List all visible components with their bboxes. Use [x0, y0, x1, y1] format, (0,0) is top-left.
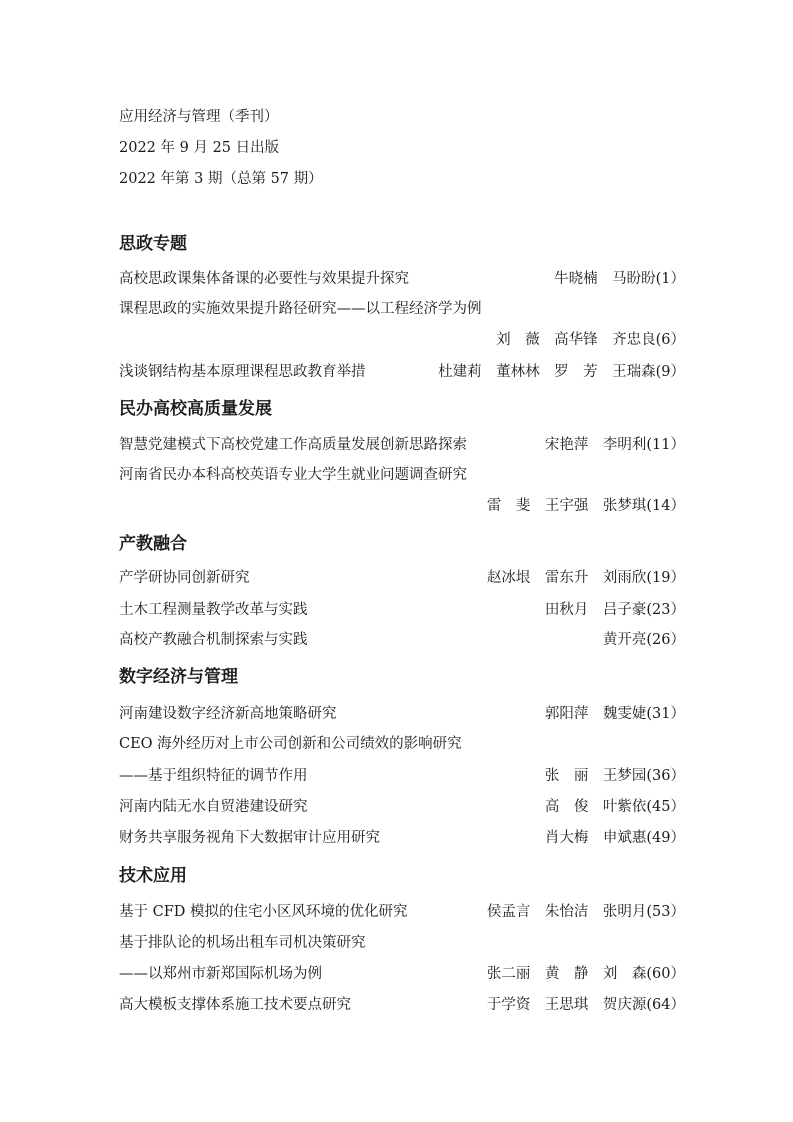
article-authors: 杜建莉 董林林 罗 芳 王瑞森(9） — [438, 364, 685, 380]
toc-entry[interactable] — [119, 329, 685, 351]
toc-entry[interactable] — [119, 827, 685, 849]
article-title: 基于 CFD 模拟的住宅小区风环境的优化研究 — [119, 904, 408, 920]
toc-entry[interactable] — [119, 599, 685, 621]
section-title: 产教融合 — [119, 534, 187, 554]
article-title: 河南内陆无水自贸港建设研究 — [119, 799, 308, 815]
article-authors: 宋艳萍 李明利(11） — [544, 437, 685, 453]
toc-entry[interactable] — [119, 629, 685, 651]
toc-entry[interactable] — [119, 703, 685, 725]
article-authors: 于学资 王思琪 贺庆源(64） — [486, 997, 685, 1013]
journal-title: 应用经济与管理（季刊） — [119, 109, 279, 125]
toc-entry[interactable] — [119, 298, 685, 320]
article-authors: 高 俊 叶紫依(45） — [544, 799, 685, 815]
article-title: 高校产教融合机制探索与实践 — [119, 632, 308, 648]
article-authors: 张 丽 王梦园(36） — [544, 768, 685, 784]
toc-entry[interactable] — [119, 901, 685, 923]
article-authors: 黄开亮(26） — [602, 632, 685, 648]
section-title: 技术应用 — [119, 866, 187, 886]
article-authors: 郭阳萍 魏雯婕(31） — [544, 706, 685, 722]
article-title: 产学研协同创新研究 — [119, 570, 250, 586]
issue-number: 2022 年第 3 期（总第 57 期） — [119, 171, 323, 187]
article-authors: 田秋月 吕子豪(23） — [544, 602, 685, 618]
toc-entry[interactable] — [119, 495, 685, 517]
article-authors: 张二丽 黄 静 刘 森(60） — [486, 966, 685, 982]
article-title: 河南省民办本科高校英语专业大学生就业问题调查研究 — [119, 467, 467, 483]
toc-entry[interactable] — [119, 796, 685, 818]
toc-entry[interactable] — [119, 464, 685, 486]
section-title: 民办高校高质量发展 — [119, 399, 272, 419]
article-authors: 牛晓楠 马盼盼(1） — [554, 271, 685, 287]
article-title: 智慧党建模式下高校党建工作高质量发展创新思路探索 — [119, 437, 467, 453]
article-authors: 肖大梅 申斌惠(49） — [544, 830, 685, 846]
article-title: 基于排队论的机场出租车司机决策研究 — [119, 935, 366, 951]
article-authors: 刘 薇 高华锋 齐忠良(6） — [496, 332, 685, 348]
toc-entry[interactable] — [119, 994, 685, 1016]
toc-entry[interactable] — [119, 268, 685, 290]
publication-date: 2022 年 9 月 25 日出版 — [119, 140, 280, 156]
article-title: 高校思政课集体备课的必要性与效果提升探究 — [119, 271, 409, 287]
toc-entry[interactable] — [119, 765, 685, 787]
toc-entry[interactable] — [119, 733, 685, 755]
article-title: 高大模板支撑体系施工技术要点研究 — [119, 997, 351, 1013]
article-title: ——以郑州市新郑国际机场为例 — [119, 966, 322, 982]
toc-entry[interactable] — [119, 932, 685, 954]
article-title: 河南建设数字经济新高地策略研究 — [119, 706, 337, 722]
toc-entry[interactable] — [119, 963, 685, 985]
article-authors: 赵冰垠 雷东升 刘雨欣(19） — [486, 570, 685, 586]
article-title: CEO 海外经历对上市公司创新和公司绩效的影响研究 — [119, 736, 462, 752]
toc-entry[interactable] — [119, 434, 685, 456]
article-title: 课程思政的实施效果提升路径研究——以工程经济学为例 — [119, 301, 482, 317]
article-title: 浅谈钢结构基本原理课程思政教育举措 — [119, 364, 366, 380]
article-title: ——基于组织特征的调节作用 — [119, 768, 308, 784]
article-authors: 雷 斐 王宇强 张梦琪(14） — [486, 498, 685, 514]
toc-entry[interactable] — [119, 361, 685, 383]
article-authors: 侯孟言 朱怡洁 张明月(53） — [486, 904, 685, 920]
toc-entry[interactable] — [119, 567, 685, 589]
article-title: 土木工程测量教学改革与实践 — [119, 602, 308, 618]
section-title: 思政专题 — [119, 234, 187, 254]
section-title: 数字经济与管理 — [119, 667, 238, 687]
article-title: 财务共享服务视角下大数据审计应用研究 — [119, 830, 380, 846]
